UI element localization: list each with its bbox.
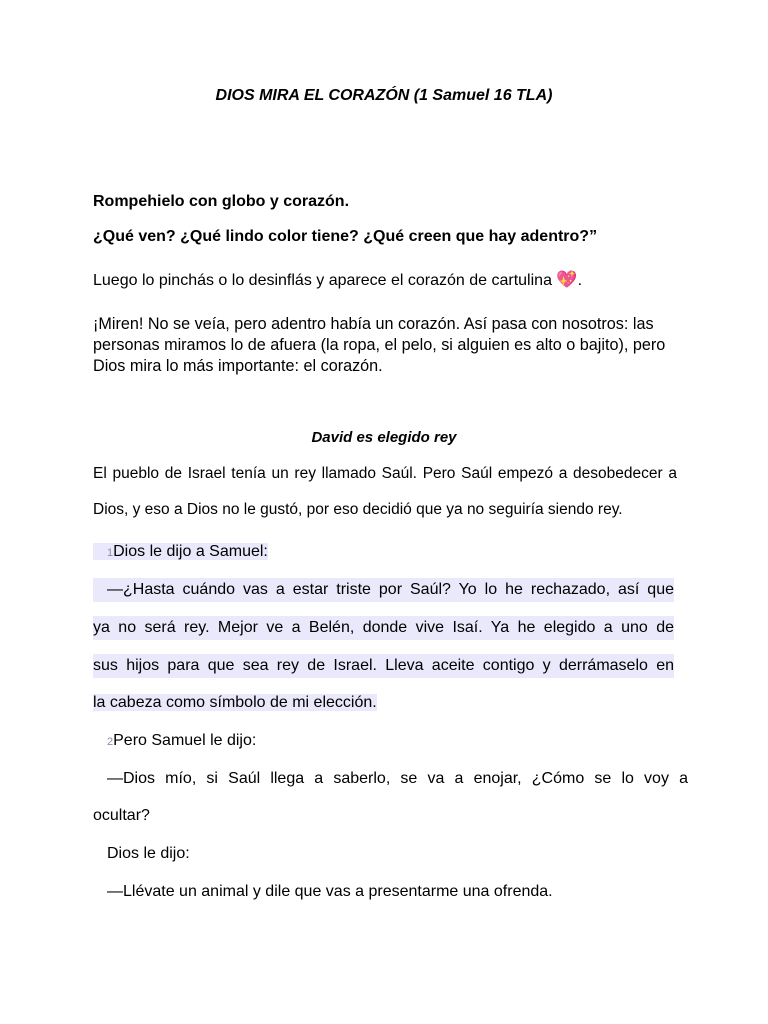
verse-1-highlight [93,543,268,560]
icebreaker-heading: Rompehielo con globo y corazón. [93,193,350,210]
verse-number: 2 [107,736,114,748]
intro-paragraph: El pueblo de Israel tenía un rey llamado Saúl. Pero Saúl empezó a desobedecer a Dios, y eso a Dios no le gustó, por eso decidió que ya no seguiría siendo rey. [93,465,677,518]
verse-1-speech-line [93,691,674,715]
verse-text: Pero Samuel le dijo: [113,732,257,749]
verse-2-speech-line: —Dios mío, si Saúl llega a saberlo, se va a enojar, ¿Cómo se lo voy a [107,770,688,787]
verse-text: la cabeza como símbolo de mi elección. [93,694,377,711]
pop-end: . [577,272,583,289]
verse-2-speech-line: ocultar? [93,807,150,824]
verse-text: Dios le dijo a Samuel: [113,543,268,560]
verse-1-speech-line [93,578,674,602]
page-title: DIOS MIRA EL CORAZÓN (1 Samuel 16 TLA) [215,87,553,104]
verse-2-reply: Dios le dijo: [107,845,190,862]
pop-paragraph [93,269,677,291]
verse-2-line [93,732,256,749]
icebreaker-question: ¿Qué ven? ¿Qué lindo color tiene? ¿Qué creen que hay adentro?” [93,228,598,245]
verse-1-intro [93,540,674,564]
verse-1-speech-line: sus hijos para que sea rey de Israel. Lleva aceite contigo y derrámaselo en [93,654,674,678]
verse-2-intro [93,729,674,753]
explanation-paragraph: ¡Miren! No se veía, pero adentro había un corazón. Así pasa con nosotros: las personas miramos lo de afuera (la ropa, el pelo, si alguien es alto o bajito), pero Dios mira lo más importante: el corazón. [93,315,666,375]
sparkling-heart-icon: 💖 [556,270,578,289]
verse-1-speech-line: ya no será rey. Mejor ve a Belén, donde vive Isaí. Ya he elegido a uno de [93,616,674,640]
verse-number: 1 [107,547,114,559]
verse-2-reply-speech: —Llévate un animal y dile que vas a presentarme una ofrenda. [107,883,553,900]
section-subtitle: David es elegido rey [311,429,457,446]
pop-text: Luego lo pinchás o lo desinflás y aparece el corazón de cartulina [93,272,552,289]
verse-text: —¿Hasta cuándo vas a estar triste por Saúl? Yo lo he rechazado, así que [107,581,674,598]
